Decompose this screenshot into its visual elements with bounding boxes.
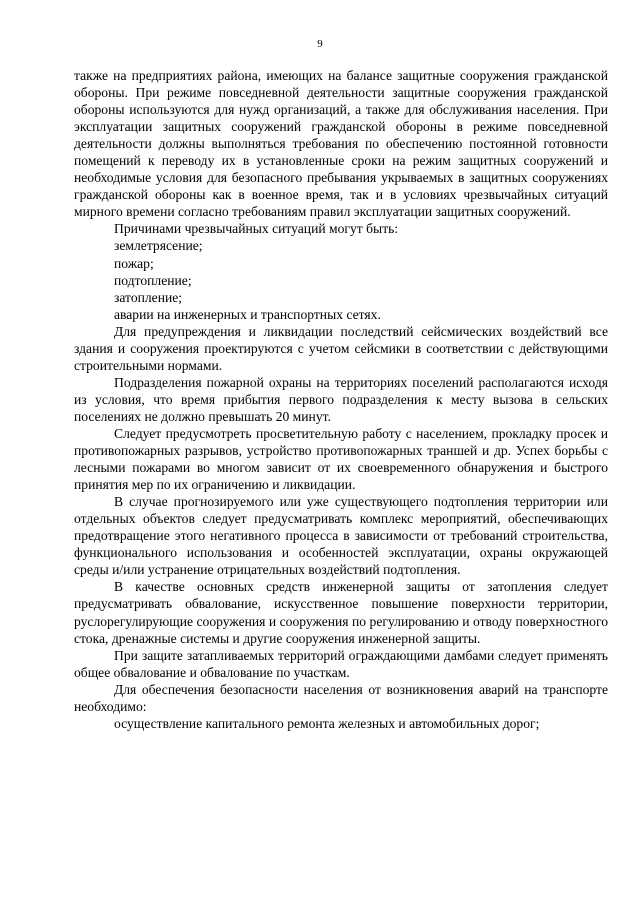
paragraph-continuation: также на предприятиях района, имеющих на балансе защитные сооружения гражданской обороны. При режиме повседневной деятельности защитные сооружения гражданской обороны используются для нужд организаций, а также для обслуживания населения. При эксплуатации защитных сооружений гражданской обороны в режиме повседневной деятельности должны выполняться требования по обеспечению постоянной готовности помещений к переводу их в установленные сроки на режим защитных сооружений и необходимые условия для безопасного пребывания укрываемых в защитных сооружениях гражданской обороны как в военное время, так и в условиях чрезвычайных ситуаций мирного времени согласно требованиям правил эксплуатации защитных сооружений. [74,68,608,220]
page-number: 9 [317,38,323,50]
paragraph-flood-protection: В качестве основных средств инженерной защиты от затопления следует предусматривать обвалование, искусственное повышение поверхности территории, руслорегулирующие сооружения и сооружения по регулированию и отводу поверхностного стока, дренажные системы и другие сооружения инженерной защиты. [74,579,608,646]
paragraph-fire-protection: Подразделения пожарной охраны на территориях поселений располагаются исходя из условия, что время прибытия первого подразделения к месту вызова в сельских поселениях не должно превышать 20 минут. [74,374,608,424]
list-item-road-repair: осуществление капитального ремонта железных и автомобильных дорог; [114,715,540,731]
paragraph-causes-intro: Причинами чрезвычайных ситуаций могут быть: [114,221,399,237]
list-item-earthquake: землетрясение; [114,238,203,254]
paragraph-underflooding: В случае прогнозируемого или уже существующего подтопления территории или отдельных объектов следует предусматривать комплекс мероприятий, обеспечивающих предотвращение этого негативного процесса в зависимости от требований строительства, функционального использования и особенностей эксплуатации, охраны окружающей среды и/или устранение отрицательных воздействий подтопления. [74,494,608,578]
list-item-network-accidents: аварии на инженерных и транспортных сетях. [114,306,381,322]
paragraph-forest-fires: Следует предусмотреть просветительную работу с населением, прокладку просек и противопожарных разрывов, устройство противопожарных траншей и др. Успех борьбы с лесными пожарами во многом зависит от их своевременного обнаружения и быстрого принятия мер по их ограничению и ликвидации. [74,425,608,493]
paragraph-seismic: Для предупреждения и ликвидации последствий сейсмических воздействий все здания и сооружения проектируются с учетом сейсмики в соответствии с действующими строительными нормами. [74,323,608,373]
paragraph-transport-safety: Для обеспечения безопасности населения от возникновения аварий на транспорте необходимо: [74,681,608,714]
list-item-underflooding: подтопление; [114,272,192,288]
list-item-flooding: затопление; [114,289,183,305]
list-item-fire: пожар; [114,255,154,271]
paragraph-dams: При защите затапливаемых территорий ограждающими дамбами следует применять общее обвалование и обвалование по участкам. [74,647,608,680]
body-text [74,67,608,732]
